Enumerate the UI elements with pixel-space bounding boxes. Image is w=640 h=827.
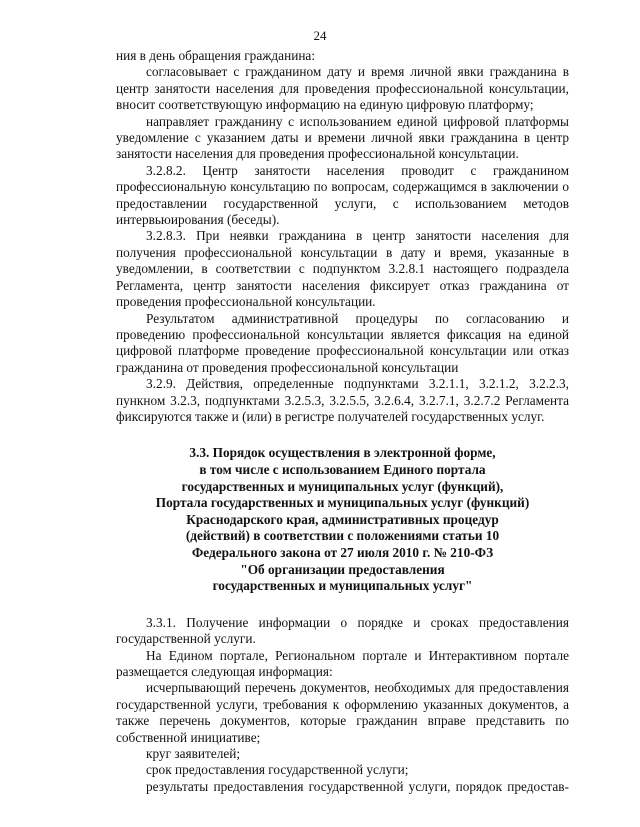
- heading-line: Федерального закона от 27 июля 2010 г. № 210-ФЗ: [191, 544, 494, 560]
- heading-line: 3.3. Порядок осуществления в электронной форме,: [189, 445, 496, 461]
- paragraph: круг заявителей;: [146, 745, 241, 761]
- document-body: [116, 48, 569, 795]
- paragraph: Результатом административной процедуры по согласованию и проведению профессиональной консультации является фиксация на единой цифровой платформе проведение профессиональной консультации или отказ гражданина от проведения профессиональной консультации: [116, 310, 569, 375]
- heading-line: "Об организации предоставления: [240, 561, 445, 577]
- heading-line: государственных и муниципальных услуг": [212, 578, 473, 594]
- heading-line: государственных и муниципальных услуг (функций),: [181, 478, 504, 494]
- paragraph: 3.2.9. Действия, определенные подпунктами 3.2.1.1, 3.2.1.2, 3.2.2.3, пункном 3.2.3, подпунктами 3.2.5.3, 3.2.5.5, 3.2.6.4, 3.2.7.1, 3.2.7.2 Регламента фиксируются также и (или) в регистре получателей государственных услуг.: [116, 376, 569, 424]
- paragraph: 3.2.8.2. Центр занятости населения проводит с гражданином профессиональную консультацию по вопросам, содержащимся в заключении о предоставлении государственной услуги, с использованием методов интервьюирования (беседы).: [116, 162, 569, 228]
- section-heading: [116, 445, 569, 594]
- paragraph: исчерпывающий перечень документов, необходимых для предоставления государственной услуги, требования к оформлению указанных документов, а также перечень документов, которые гражданин вправе представить по собственной инициативе;: [116, 680, 569, 745]
- heading-line: Портала государственных и муниципальных услуг (функций): [155, 495, 530, 511]
- paragraph: согласовывает с гражданином дату и время личной явки гражданина в центр занятости населения для проведения профессиональной консультации, вносит соответствующую информацию на единую цифровую платформу;: [116, 64, 569, 113]
- heading-line: в том числе с использованием Единого портала: [199, 461, 486, 477]
- paragraph: 3.3.1. Получение информации о порядке и сроках предоставления государственной услуги.: [116, 614, 569, 647]
- paragraph: На Едином портале, Региональном портале и Интерактивном портале размещается следующая информация:: [116, 647, 569, 679]
- heading-line: Краснодарского края, административных процедур: [186, 511, 499, 527]
- page-number: 24: [313, 28, 327, 43]
- paragraph: направляет гражданину с использованием единой цифровой платформы уведомление с указанием даты и времени личной явки гражданина в центр занятости населения для проведения профессиональной консультации.: [116, 113, 569, 162]
- paragraph: 3.2.8.3. При неявки гражданина в центр занятости населения для получения профессиональной консультации в дату и время, указанные в уведомлении, в соответствии с подпунктом 3.2.8.1 настоящего подраздела Регламента, центр занятости населения фиксирует отказ гражданина от проведения профессиональной консультации.: [116, 228, 569, 310]
- spacer: [116, 595, 569, 615]
- paragraph-truncated: результаты предоставления государственной услуги, порядок предостав-: [146, 778, 569, 794]
- paragraph: срок предоставления государственной услуги;: [146, 762, 409, 778]
- heading-line: (действий) в соответствии с положениями статьи 10: [185, 528, 500, 544]
- paragraph-continuation: ния в день обращения гражданина:: [116, 48, 316, 63]
